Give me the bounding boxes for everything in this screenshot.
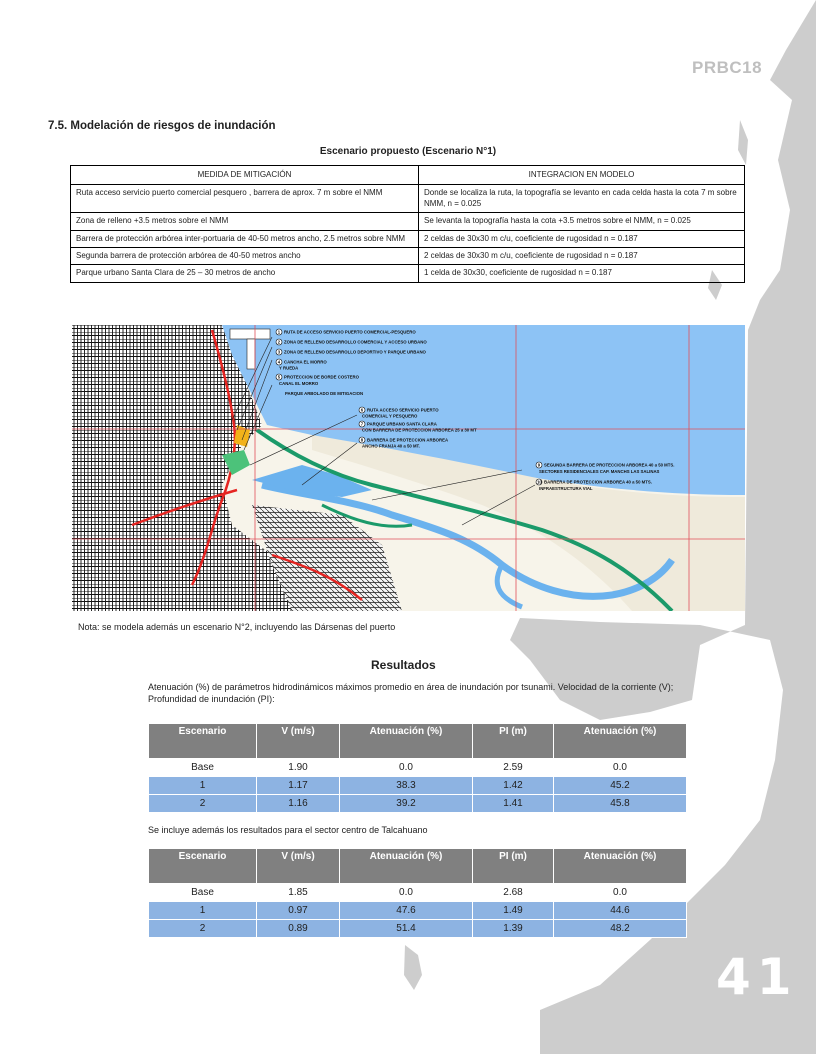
cell-escenario: 2: [149, 795, 257, 813]
model-integration: 2 celdas de 30x30 m c/u, coeficiente de rugosidad n = 0.187: [419, 247, 745, 264]
scenario-title: Escenario propuesto (Escenario N°1): [319, 146, 497, 157]
legend-label: ZONA DE RELLENO DESARROLLO DEPORTIVO Y PARQUE URBANO: [284, 349, 426, 355]
model-integration: Se levanta la topografía hasta la cota +3.5 metros sobre el NMM, n = 0.025: [419, 213, 745, 230]
cell-depth: 2.59: [473, 759, 554, 777]
results-title: Resultados: [371, 658, 436, 672]
cell-attenuation-pi: 45.2: [554, 777, 687, 795]
legend-label: RUTA DE ACCESO SERVICIO PUERTO COMERCIAL-PESQUERO: [284, 329, 416, 335]
results-table-1: [148, 723, 687, 813]
legend-num: 2: [277, 339, 281, 345]
results-table-2: [148, 848, 687, 938]
cell-velocity: 1.16: [257, 795, 340, 813]
mitigation-measure: Zona de relleno +3.5 metros sobre el NMM: [71, 213, 419, 230]
legend-label: INFRAESTRUCTURA VIAL: [539, 486, 593, 491]
legend-label: BARRERA DE PROTECCION ARBOREA: [367, 437, 449, 443]
cell-depth: 1.39: [473, 920, 554, 938]
legend-label: Y RUEDA: [279, 365, 299, 371]
legend-label: SEGUNDA BARRERA DE PROTECCION ARBOREA 40 a 50 MTS.: [544, 462, 675, 468]
cell-attenuation-v: 38.3: [340, 777, 473, 795]
legend-num: 3: [277, 349, 281, 355]
cell-velocity: 1.90: [257, 759, 340, 777]
cell-velocity: 0.89: [257, 920, 340, 938]
cell-attenuation-v: 47.6: [340, 902, 473, 920]
mitigation-header-cell: MEDIDA DE MITIGACIÓN: [71, 166, 419, 185]
cell-escenario: 1: [149, 777, 257, 795]
header-depth: PI (m): [473, 849, 554, 884]
cell-depth: 1.42: [473, 777, 554, 795]
cell-attenuation-pi: 44.6: [554, 902, 687, 920]
header-attenuation-pi: Atenuación (%): [554, 849, 687, 884]
cell-escenario: 1: [149, 902, 257, 920]
legend-num: 10: [537, 479, 542, 485]
legend-num: 7: [360, 421, 364, 427]
legend-label: PARQUE URBANO SANTA CLARA: [367, 421, 437, 427]
map-pier: [230, 329, 270, 339]
legend-label: ANCHO FRANJA 40 a 50 MT.: [362, 443, 420, 449]
legend-num: 4: [277, 359, 281, 365]
header-escenario: Escenario: [149, 724, 257, 759]
cell-velocity: 0.97: [257, 902, 340, 920]
model-note: Nota: se modela además un escenario N°2, incluyendo las Dársenas del puerto: [78, 622, 396, 632]
mitigation-row: [71, 247, 745, 264]
header-escenario: Escenario: [149, 849, 257, 884]
header-depth: PI (m): [473, 724, 554, 759]
table-row: [149, 795, 687, 813]
cell-escenario: 2: [149, 920, 257, 938]
results-header-row: [149, 724, 687, 759]
legend-label: PROTECCION DE BORDE COSTERO: [284, 374, 359, 380]
table-row: [149, 902, 687, 920]
legend-num: 8: [360, 437, 364, 443]
section-title: 7.5. Modelación de riesgos de inundación: [48, 120, 276, 132]
mitigation-row: [71, 213, 745, 230]
header-velocity: V (m/s): [257, 724, 340, 759]
cell-attenuation-v: 39.2: [340, 795, 473, 813]
header-velocity: V (m/s): [257, 849, 340, 884]
legend-label: BARRERA DE PROTECCION ARBOREA 40 a 50 MTS.: [544, 479, 652, 485]
legend-label: PARQUE ARBOLADO DE MITIGACION: [285, 391, 364, 396]
mitigation-row: [71, 265, 745, 282]
table-row: [149, 759, 687, 777]
legend-label: CON BARRERA DE PROTECCION ARBOREA 25 a 30 MT: [362, 427, 477, 433]
header-attenuation-v: Atenuación (%): [340, 849, 473, 884]
cell-attenuation-v: 51.4: [340, 920, 473, 938]
cell-attenuation-pi: 48.2: [554, 920, 687, 938]
mitigation-table: [70, 165, 745, 283]
legend-num: 9: [537, 462, 541, 468]
cell-attenuation-pi: 45.8: [554, 795, 687, 813]
cell-depth: 1.41: [473, 795, 554, 813]
table-row: [149, 884, 687, 902]
mitigation-header-row: [71, 166, 745, 185]
legend-label: CANCHA EL MORRO: [284, 359, 327, 365]
mitigation-measure: Ruta acceso servicio puerto comercial pesquero , barrera de aprox. 7 m sobre el NMM: [71, 185, 419, 213]
legend-label: COMERCIAL Y PESQUERO: [362, 413, 418, 419]
legend-label: ZONA DE RELLENO DESARROLLO COMERCIAL Y ACCESO URBANO: [284, 339, 427, 345]
cell-escenario: Base: [149, 759, 257, 777]
mitigation-row: [71, 185, 745, 213]
mitigation-header-cell: INTEGRACION EN MODELO: [419, 166, 745, 185]
mitigation-row: [71, 230, 745, 247]
legend-num: 1: [277, 329, 281, 335]
cell-depth: 2.68: [473, 884, 554, 902]
legend-label: RUTA ACCESO SERVICIO PUERTO: [367, 407, 439, 413]
results-header-row: [149, 849, 687, 884]
table-row: [149, 777, 687, 795]
cell-attenuation-pi: 0.0: [554, 884, 687, 902]
cell-velocity: 1.85: [257, 884, 340, 902]
cell-attenuation-v: 0.0: [340, 759, 473, 777]
cell-velocity: 1.17: [257, 777, 340, 795]
cell-depth: 1.49: [473, 902, 554, 920]
legend-num: 6: [360, 407, 364, 413]
mitigation-measure: Barrera de protección arbórea inter-portuaria de 40-50 metros ancho, 2.5 metros sobre NMM: [71, 230, 419, 247]
legend-label: SECTORES RESIDENCIALES CAP. MANCHS LAS SALINAS: [539, 469, 660, 474]
model-integration: Donde se localiza la ruta, la topografía se levanto en cada celda hasta la cota 7 m sobre NMM, n = 0.025: [419, 185, 745, 213]
model-integration: 2 celdas de 30x30 m c/u, coeficiente de rugosidad n = 0.187: [419, 230, 745, 247]
header-attenuation-v: Atenuación (%): [340, 724, 473, 759]
brand-label: PRBC18: [692, 58, 763, 77]
mitigation-map: [72, 325, 745, 611]
legend-num: 5: [277, 374, 281, 380]
cell-attenuation-v: 0.0: [340, 884, 473, 902]
page-number: 41: [716, 948, 798, 1006]
mitigation-measure: Segunda barrera de protección arbórea de 40-50 metros ancho: [71, 247, 419, 264]
results-note: Se incluye además los resultados para el sector centro de Talcahuano: [148, 825, 428, 835]
mitigation-measure: Parque urbano Santa Clara de 25 – 30 metros de ancho: [71, 265, 419, 282]
legend-label: CANAL EL MORRO: [279, 381, 319, 386]
header-attenuation-pi: Atenuación (%): [554, 724, 687, 759]
model-integration: 1 celda de 30x30, coeficiente de rugosidad n = 0.187: [419, 265, 745, 282]
cell-attenuation-pi: 0.0: [554, 759, 687, 777]
map-pier: [247, 339, 255, 369]
table-row: [149, 920, 687, 938]
cell-escenario: Base: [149, 884, 257, 902]
results-description: Atenuación (%) de parámetros hidrodinámicos máximos promedio en área de inundación por tsunami. Velocidad de la corriente (V); Profundidad de inundación (PI):: [148, 682, 674, 704]
